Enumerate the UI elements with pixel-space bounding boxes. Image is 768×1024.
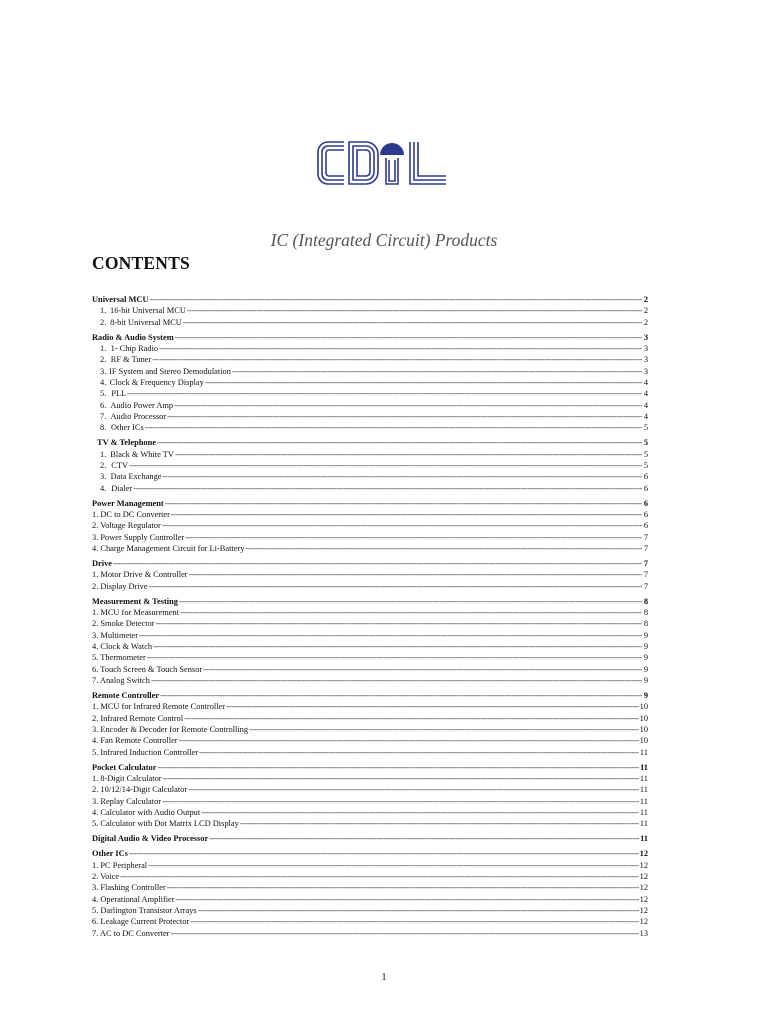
toc-dot-leader [167,411,642,422]
toc-entry-label: 8-bit Universal MCU [110,317,182,327]
toc-dot-leader [176,894,639,905]
toc-entry-label: RF & Tuner [110,355,152,365]
toc-dot-leader [249,724,639,735]
toc-dot-leader [188,784,639,795]
toc-entry[interactable] [92,641,648,652]
toc-page-number: 9 [643,690,648,700]
toc-entry[interactable] [92,460,648,471]
toc-entry[interactable] [92,471,648,482]
toc-page-number: 11 [639,796,648,806]
toc-page-number: 11 [639,807,648,817]
toc-entry-label: IF System and Stereo Demodulation [109,366,231,376]
toc-entry-label: 4. Clock & Watch [92,641,153,651]
toc-dot-leader [127,388,642,399]
toc-entry[interactable] [92,818,648,829]
toc-dot-leader [156,618,642,629]
toc-entry-label: 2. Smoke Detector [92,619,155,629]
toc-entry[interactable] [92,675,648,686]
toc-dot-leader [162,796,639,807]
toc-entry[interactable] [92,543,648,554]
toc-page-number: 11 [639,747,648,757]
toc-dot-leader [171,509,642,520]
toc-page-number: 6 [643,521,648,531]
toc-dot-leader [147,652,642,663]
toc-dot-leader [199,747,639,758]
toc-entry[interactable] [92,569,648,580]
toc-page-number: 12 [639,871,648,881]
toc-entry-number: 5. [100,389,107,399]
toc-section-heading[interactable] [92,833,648,844]
toc-entry-label: Black & White TV [110,449,174,459]
toc-page-number: 9 [643,630,648,640]
toc-page-number: 3 [643,343,648,353]
toc-entry-label: 4. Charge Management Circuit for Li-Battery [92,544,245,553]
toc-page-number: 11 [639,819,648,829]
toc-section-heading[interactable] [92,437,648,448]
toc-dot-leader [240,818,639,829]
toc-page-number: 6 [643,498,648,508]
toc-entry-label: 3. Flashing Controller [92,883,166,893]
toc-entry[interactable] [92,652,648,663]
toc-entry-label: 1. MCU for Infrared Remote Controller [92,702,226,712]
toc-entry-label: 6. Leakage Current Protector [92,917,190,927]
toc-entry-label: 5. Thermometer [92,653,146,663]
toc-page-number: 12 [639,894,648,904]
toc-page-number: 11 [639,785,648,795]
toc-section-title: Drive [92,558,112,568]
toc-dot-leader [157,437,642,448]
toc-page-number: 5 [643,461,648,470]
toc-section-heading[interactable] [92,690,648,701]
toc-entry-number: 6. [100,400,107,410]
toc-dot-leader [129,460,642,471]
toc-page-number: 4 [643,400,648,410]
toc-page-number: 4 [643,412,648,422]
toc-page-number: 6 [643,483,648,493]
toc-entry-label: 1. 8-Digit Calculator [92,773,162,783]
toc-page-number: 13 [639,928,648,938]
toc-page-number: 8 [643,607,648,617]
toc-entry-label: 2. Voice [92,871,120,881]
toc-entry[interactable] [92,388,648,399]
toc-dot-leader [160,690,642,701]
toc-page-number: 4 [643,389,648,399]
cdil-logo [316,138,448,188]
toc-entry-label: 4. Fan Remote Controller [92,736,178,746]
toc-section-heading[interactable] [92,596,648,607]
toc-entry[interactable] [92,532,648,543]
toc-entry[interactable] [92,871,648,882]
toc-entry-label: 5. Infrared Induction Controller [92,747,199,757]
toc-section-title: Pocket Calculator [92,762,157,772]
toc-section-title: Universal MCU [92,295,149,304]
toc-entry[interactable] [92,449,648,460]
table-of-contents [92,294,648,943]
toc-section-heading[interactable] [92,558,648,569]
toc-page-number: 10 [639,713,648,723]
toc-entry[interactable] [92,618,648,629]
toc-dot-leader [167,882,639,893]
toc-entry[interactable] [92,928,648,939]
toc-dot-leader [150,294,642,305]
toc-dot-leader [179,596,642,607]
toc-entry-number: 1. [100,343,107,353]
toc-entry[interactable] [92,520,648,531]
toc-page-number: 7 [643,532,648,542]
toc-page-number: 11 [640,762,648,772]
toc-section [92,498,648,555]
toc-entry-label: 2. Voltage Regulator [92,521,161,531]
toc-section [92,690,648,758]
toc-section [92,558,648,592]
toc-dot-leader [113,558,642,569]
toc-dot-leader [149,581,642,592]
toc-section-heading[interactable] [92,498,648,509]
toc-section [92,596,648,687]
toc-dot-leader [170,928,638,939]
toc-page-number: 8 [643,596,648,606]
toc-entry-label: 7. AC to DC Converter [92,928,170,938]
toc-section-heading[interactable] [92,332,648,343]
toc-dot-leader [184,713,638,724]
toc-entry[interactable] [92,773,648,784]
toc-entry-number: 2. [100,355,107,365]
toc-entry[interactable] [92,735,648,746]
toc-dot-leader [153,641,642,652]
toc-entry-label: 1- Chip Radio [110,343,159,353]
toc-dot-leader [157,762,639,773]
toc-entry-label: 2. 10/12/14-Digit Calculator [92,785,188,795]
toc-page-number: 5 [643,423,648,433]
toc-entry-number: 1. [100,306,107,316]
toc-entry-label: 5. Darlington Transistor Arrays [92,905,197,915]
toc-dot-leader [162,471,642,482]
toc-entry-label: PLL [111,389,127,399]
toc-section-heading[interactable] [92,294,648,305]
toc-entry[interactable] [92,905,648,916]
toc-entry-number: 4. [100,378,107,387]
toc-entry[interactable] [92,607,648,618]
toc-entry-number: 3. [100,472,107,482]
toc-page-number: 2 [643,295,648,304]
toc-dot-leader [209,833,639,844]
toc-entry[interactable] [92,581,648,592]
toc-entry-label: 3. Encoder & Decoder for Remote Controlling [92,724,249,734]
toc-dot-leader [162,520,642,531]
toc-page-number: 12 [639,905,648,915]
toc-entry-label: 3. Multimeter [92,630,139,640]
toc-entry-label: 1. MCU for Measurement [92,607,179,617]
toc-page-number: 7 [643,558,648,568]
page-number: 1 [381,972,387,983]
toc-entry[interactable] [92,422,648,433]
toc-entry[interactable] [92,701,648,712]
toc-page-number: 9 [643,653,648,663]
toc-entry-label: 6. Touch Screen & Touch Sensor [92,664,203,674]
toc-page-number: 2 [643,306,648,316]
toc-entry-label: 2. Display Drive [92,581,148,591]
toc-entry-label: 16-bit Universal MCU [110,306,186,316]
toc-page-number: 8 [643,619,648,629]
toc-dot-leader [165,498,642,509]
toc-entry[interactable] [92,882,648,893]
toc-entry[interactable] [92,664,648,675]
toc-page-number: 4 [643,378,648,387]
toc-dot-leader [139,630,642,641]
toc-dot-leader [152,354,642,365]
toc-page-number: 10 [639,736,648,746]
toc-entry-label: 1. PC Peripheral [92,860,148,870]
toc-entry-label: 4. Operational Amplifier [92,894,175,904]
toc-entry[interactable] [92,366,648,377]
toc-dot-leader [189,569,642,580]
toc-page-number: 9 [643,675,648,685]
toc-entry[interactable] [92,894,648,905]
toc-dot-leader [179,735,639,746]
toc-dot-leader [205,377,642,388]
toc-page-number: 12 [639,883,648,893]
toc-dot-leader [180,607,642,618]
toc-dot-leader [245,543,642,554]
toc-entry-number: 4. [100,483,107,493]
toc-dot-leader [226,701,639,712]
toc-page-number: 7 [643,570,648,580]
toc-entry[interactable] [92,796,648,807]
toc-section [92,848,648,939]
toc-dot-leader [232,366,642,377]
toc-entry-number: 2. [100,461,107,470]
toc-page-number: 10 [639,702,648,712]
document-subtitle: IC (Integrated Circuit) Products [270,230,498,250]
toc-section-title: TV & Telephone [97,438,156,448]
toc-entry-label: Audio Power Amp [110,400,174,410]
toc-entry-number: 7. [100,412,107,422]
toc-dot-leader [151,675,642,686]
toc-entry[interactable] [92,860,648,871]
toc-entry[interactable] [92,483,648,494]
toc-page-number: 5 [643,438,648,448]
toc-entry-label: Dialer [111,483,133,493]
toc-section-title: Radio & Audio System [92,332,174,342]
toc-entry[interactable] [92,784,648,795]
toc-entry-label: Data Exchange [110,472,162,482]
toc-entry[interactable] [92,724,648,735]
toc-dot-leader [120,871,638,882]
toc-entry-label: 1. DC to DC Converter [92,509,170,519]
toc-dot-leader [175,449,642,460]
toc-entry-number: 8. [100,423,107,433]
toc-page-number: 5 [643,449,648,459]
toc-page-number: 7 [643,544,648,553]
toc-entry-label: Clock & Frequency Display [109,378,204,387]
toc-dot-leader [129,848,639,859]
toc-page-number: 2 [643,317,648,327]
toc-entry[interactable] [92,807,648,818]
toc-section-heading[interactable] [92,848,648,859]
toc-dot-leader [133,483,642,494]
toc-page-number: 12 [639,917,648,927]
toc-entry[interactable] [92,916,648,927]
toc-entry[interactable] [92,400,648,411]
toc-page-number: 9 [643,664,648,674]
toc-entry-label: 2. Infrared Remote Control [92,713,184,723]
toc-dot-leader [183,317,642,328]
toc-entry-label: Other ICs [110,423,144,433]
toc-page-number: 3 [643,332,648,342]
toc-entry[interactable] [92,317,648,328]
toc-dot-leader [187,305,642,316]
toc-page-number: 6 [643,472,648,482]
toc-page-number: 7 [643,581,648,591]
toc-entry-number: 1. [100,449,107,459]
toc-page-number: 12 [639,849,648,859]
toc-dot-leader [175,332,642,343]
toc-section [92,332,648,434]
toc-page-number: 12 [639,860,648,870]
toc-dot-leader [203,664,642,675]
toc-dot-leader [159,343,642,354]
toc-page-number: 9 [643,641,648,651]
toc-dot-leader [174,400,642,411]
toc-page-number: 3 [643,355,648,365]
toc-entry[interactable] [92,377,648,388]
toc-section-title: Other ICs [92,849,128,859]
contents-heading: CONTENTS [92,253,190,273]
toc-entry[interactable] [92,747,648,758]
toc-dot-leader [198,905,639,916]
toc-dot-leader [201,807,639,818]
toc-section [92,833,648,844]
toc-section [92,437,648,494]
toc-entry-label: Audio Processor [110,412,167,422]
toc-page-number: 3 [643,366,648,376]
toc-dot-leader [145,422,642,433]
toc-entry-label: 3. Replay Calculator [92,796,162,806]
toc-page-number: 11 [640,834,648,844]
toc-entry-number: 2. [100,317,107,327]
toc-section [92,294,648,328]
toc-entry-label: 7. Analog Switch [92,675,150,685]
toc-entry[interactable] [92,713,648,724]
toc-entry-label: 3. Power Supply Controller [92,532,185,542]
toc-entry-label: 4. Calculator with Audio Output [92,807,201,817]
toc-page-number: 10 [639,724,648,734]
toc-section-heading[interactable] [92,762,648,773]
toc-entry[interactable] [92,305,648,316]
toc-entry[interactable] [92,354,648,365]
toc-section-title: Remote Controller [92,690,160,700]
toc-entry-label: 1. Motor Drive & Controller [92,570,188,580]
toc-entry[interactable] [92,509,648,520]
cdil-logo-graphic [316,138,448,188]
toc-entry[interactable] [92,343,648,354]
toc-section-title: Measurement & Testing [92,596,178,606]
toc-section-title: Power Management [92,498,164,508]
toc-entry-number: 3. [100,366,107,376]
toc-page-number: 6 [643,509,648,519]
toc-dot-leader [163,773,639,784]
toc-page-number: 11 [639,773,648,783]
toc-dot-leader [185,532,642,543]
toc-dot-leader [190,916,638,927]
toc-entry[interactable] [92,411,648,422]
toc-dot-leader [148,860,638,871]
toc-section [92,762,648,830]
toc-section-title: Digital Audio & Video Processor [92,834,209,844]
toc-entry[interactable] [92,630,648,641]
toc-entry-label: CTV [111,461,129,470]
toc-entry-label: 5. Calculator with Dot Matrix LCD Display [92,819,239,829]
